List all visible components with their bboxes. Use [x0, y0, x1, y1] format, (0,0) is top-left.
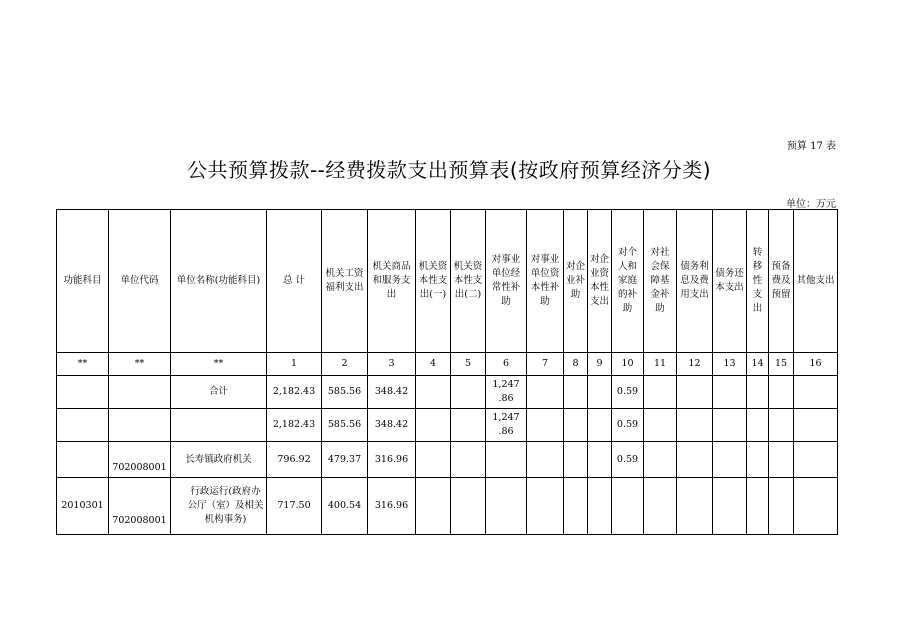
unit-name-cell	[171, 409, 267, 442]
header-cell: 功能科目	[57, 210, 109, 353]
capital-one-cell	[416, 478, 451, 535]
index-cell: 8	[564, 353, 588, 376]
reserve-cell	[769, 409, 794, 442]
header-cell: 对社会保障基金补助	[644, 210, 677, 353]
header-cell: 对事业单位经常性补助	[486, 210, 527, 353]
debt-interest-cell	[677, 478, 713, 535]
unit-name-cell: 合计	[171, 376, 267, 409]
index-cell: 12	[677, 353, 713, 376]
index-cell: 7	[527, 353, 564, 376]
household-subsidy-cell: 0.59	[612, 376, 644, 409]
function-code-cell	[57, 409, 109, 442]
unit-code-cell: 702008001	[109, 442, 171, 478]
index-cell: **	[109, 353, 171, 376]
institution-capital-cell	[527, 442, 564, 478]
unit-name-cell: 长寿镇政府机关	[171, 442, 267, 478]
reserve-cell	[769, 442, 794, 478]
header-row	[57, 210, 838, 353]
index-cell: 13	[713, 353, 747, 376]
index-cell: 11	[644, 353, 677, 376]
unit-code-cell	[109, 376, 171, 409]
amount-part-a: 1,247	[492, 412, 520, 423]
page-title: 公共预算拨款--经费拨款支出预算表(按政府预算经济分类)	[186, 158, 712, 182]
index-row	[57, 353, 838, 376]
capital-one-cell	[416, 442, 451, 478]
other-cell	[794, 409, 838, 442]
enterprise-capital-cell	[588, 409, 612, 442]
header-cell: 债务还本支出	[713, 210, 747, 353]
institution-capital-cell	[527, 376, 564, 409]
other-cell	[794, 442, 838, 478]
enterprise-subsidy-cell	[564, 376, 588, 409]
table-row	[57, 376, 838, 409]
header-cell: 机关工资福利支出	[322, 210, 368, 353]
budget-table	[56, 209, 838, 535]
table-number: 预算 17 表	[786, 141, 836, 152]
household-subsidy-cell: 0.59	[612, 442, 644, 478]
enterprise-capital-cell	[588, 442, 612, 478]
social-security-cell	[644, 478, 677, 535]
debt-interest-cell	[677, 409, 713, 442]
enterprise-subsidy-cell	[564, 442, 588, 478]
institution-capital-cell	[527, 478, 564, 535]
index-cell: 16	[794, 353, 838, 376]
other-cell	[794, 376, 838, 409]
reserve-cell	[769, 478, 794, 535]
social-security-cell	[644, 376, 677, 409]
goods-services-cell: 316.96	[368, 442, 416, 478]
capital-two-cell	[451, 478, 486, 535]
salary-cell: 479.37	[322, 442, 368, 478]
index-cell: 1	[267, 353, 322, 376]
function-code-cell	[57, 376, 109, 409]
header-cell: 预备费及预留	[769, 210, 794, 353]
salary-cell: 400.54	[322, 478, 368, 535]
index-cell: **	[171, 353, 267, 376]
goods-services-cell: 348.42	[368, 376, 416, 409]
index-cell: 10	[612, 353, 644, 376]
transfer-cell	[747, 442, 769, 478]
goods-services-cell: 316.96	[368, 478, 416, 535]
header-cell: 机关商品和服务支出	[368, 210, 416, 353]
header-cell: 对事业单位资本性补助	[527, 210, 564, 353]
capital-one-cell	[416, 376, 451, 409]
transfer-cell	[747, 376, 769, 409]
other-cell	[794, 478, 838, 535]
household-subsidy-cell	[612, 478, 644, 535]
header-cell: 机关资本性支出(一)	[416, 210, 451, 353]
unit-label: 单位：万元	[786, 199, 836, 210]
header-cell: 债务利息及费用支出	[677, 210, 713, 353]
enterprise-subsidy-cell	[564, 478, 588, 535]
capital-one-cell	[416, 409, 451, 442]
table-row	[57, 409, 838, 442]
index-cell: 6	[486, 353, 527, 376]
debt-principal-cell	[713, 409, 747, 442]
total-cell: 2,182.43	[267, 376, 322, 409]
salary-cell: 585.56	[322, 376, 368, 409]
index-cell: 2	[322, 353, 368, 376]
transfer-cell	[747, 409, 769, 442]
enterprise-subsidy-cell	[564, 409, 588, 442]
total-cell: 2,182.43	[267, 409, 322, 442]
institution-subsidy-cell	[486, 409, 527, 442]
capital-two-cell	[451, 376, 486, 409]
capital-two-cell	[451, 442, 486, 478]
social-security-cell	[644, 409, 677, 442]
goods-services-cell: 348.42	[368, 409, 416, 442]
index-cell: **	[57, 353, 109, 376]
salary-cell: 585.56	[322, 409, 368, 442]
enterprise-capital-cell	[588, 376, 612, 409]
capital-two-cell	[451, 409, 486, 442]
transfer-cell	[747, 478, 769, 535]
function-code-cell: 2010301	[57, 478, 109, 535]
header-cell: 机关资本性支出(二)	[451, 210, 486, 353]
total-cell: 796.92	[267, 442, 322, 478]
unit-code-cell	[109, 409, 171, 442]
table-row	[57, 478, 838, 535]
amount-part-b: .86	[498, 393, 514, 404]
header-cell: 单位名称(功能科目)	[171, 210, 267, 353]
institution-subsidy-cell	[486, 376, 527, 409]
index-cell: 14	[747, 353, 769, 376]
household-subsidy-cell: 0.59	[612, 409, 644, 442]
header-cell: 单位代码	[109, 210, 171, 353]
debt-principal-cell	[713, 442, 747, 478]
index-cell: 9	[588, 353, 612, 376]
unit-code-cell: 702008001	[109, 478, 171, 535]
index-cell: 5	[451, 353, 486, 376]
header-cell: 对企业补助	[564, 210, 588, 353]
institution-subsidy-cell	[486, 442, 527, 478]
institution-subsidy-cell	[486, 478, 527, 535]
amount-part-b: .86	[498, 426, 514, 437]
unit-name-cell: 行政运行(政府办公厅（室）及相关机构事务)	[171, 478, 267, 535]
total-cell: 717.50	[267, 478, 322, 535]
header-cell: 总 计	[267, 210, 322, 353]
debt-interest-cell	[677, 376, 713, 409]
header-cell: 对个人和家庭的补助	[612, 210, 644, 353]
header-cell: 其他支出	[794, 210, 838, 353]
reserve-cell	[769, 376, 794, 409]
header-cell: 对企业资本性支出	[588, 210, 612, 353]
enterprise-capital-cell	[588, 478, 612, 535]
institution-capital-cell	[527, 409, 564, 442]
debt-interest-cell	[677, 442, 713, 478]
function-code-cell	[57, 442, 109, 478]
social-security-cell	[644, 442, 677, 478]
index-cell: 3	[368, 353, 416, 376]
amount-part-a: 1,247	[492, 379, 520, 390]
debt-principal-cell	[713, 478, 747, 535]
debt-principal-cell	[713, 376, 747, 409]
header-cell: 转移性支出	[747, 210, 769, 353]
table-row	[57, 442, 838, 478]
index-cell: 15	[769, 353, 794, 376]
index-cell: 4	[416, 353, 451, 376]
